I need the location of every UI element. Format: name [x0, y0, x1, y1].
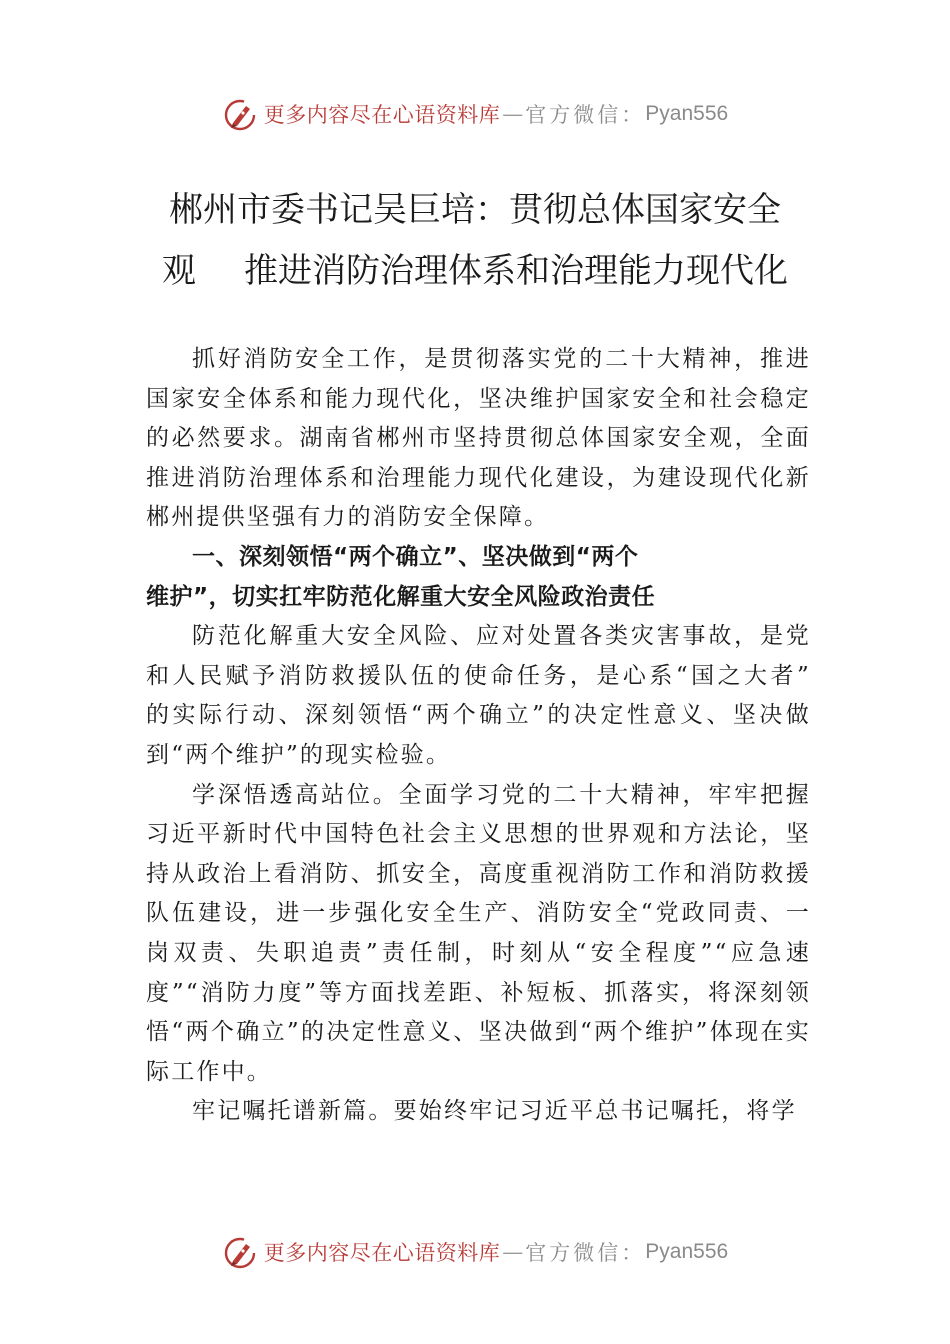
section-1-paragraph-2: 学深悟透高站位。全面学习党的二十大精神，牢牢把握习近平新时代中国特色社会主义思想的世界观和方法论，坚持从政治上看消防、抓安全，高度重视消防工作和消防救援队伍建设，进一步强化安全生产、消防安全“党政同责、一岗双责、失职追责”责任制，时刻从“安全程度”“应急速度”“消防力度”等方面找差距、补短板、抓落实，将深刻领悟“两个确立”的决定性意义、坚决做到“两个维护”体现在实际工作中。 — [146, 781, 811, 1085]
section-1-paragraph-3: 牢记嘱托谱新篇。要始终牢记习近平总书记嘱托，将学 — [192, 1098, 797, 1125]
wechat-id: Pyan556 — [645, 1240, 729, 1263]
title-line-2-part-b: 推进消防治理体系和治理能力现代化 — [244, 251, 788, 291]
title-line-1: 郴州市委书记吴巨培：贯彻总体国家安全 — [169, 190, 781, 230]
section-heading-1-line-1: 一、深刻领悟“两个确立”、坚决做到“两个 — [192, 543, 639, 570]
document-body — [146, 340, 811, 1132]
header-watermark — [0, 94, 950, 134]
watermark-text: 更多内容尽在心语资料库 — [263, 1241, 501, 1265]
footer-watermark — [0, 1232, 950, 1272]
watermark-text: 更多内容尽在心语资料库 — [263, 103, 501, 127]
watermark-separator: — — [502, 1240, 524, 1264]
intro-paragraph: 抓好消防安全工作，是贯彻落实党的二十大精神，推进国家安全体系和能力现代化，坚决维护国家安全和社会稳定的必然要求。湖南省郴州市坚持贯彻总体国家安全观，全面推进消防治理体系和治理能力现代化建设，为建设现代化新郴州提供坚强有力的消防安全保障。 — [146, 346, 811, 531]
watermark-separator: — — [502, 102, 524, 126]
wechat-label: 官方微信： — [525, 1241, 646, 1265]
title-line-2-part-a: 观 — [162, 251, 196, 291]
section-heading-1-line-2: 维护”，切实扛牢防范化解重大安全风险政治责任 — [146, 583, 656, 610]
pen-nib-logo-icon — [222, 1234, 258, 1270]
wechat-label: 官方微信： — [525, 103, 646, 127]
section-1-paragraph-1: 防范化解重大安全风险、应对处置各类灾害事故，是党和人民赋予消防救援队伍的使命任务，是心系“国之大者” 的实际行动、深刻领悟“两个确立”的决定性意义、坚决做到“两个维护”的现实检验。 — [146, 623, 811, 768]
pen-nib-logo-icon — [222, 96, 258, 132]
page-title — [145, 180, 805, 302]
section-heading-1 — [146, 538, 811, 617]
wechat-id: Pyan556 — [645, 102, 729, 125]
title-line-2 — [145, 241, 805, 302]
